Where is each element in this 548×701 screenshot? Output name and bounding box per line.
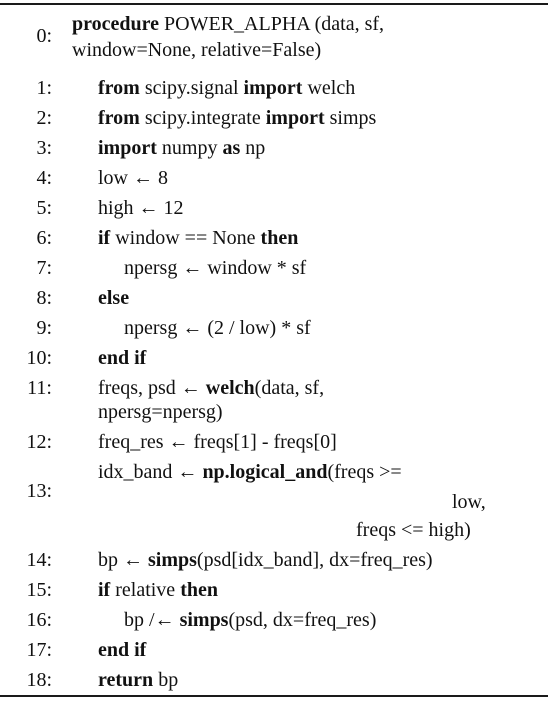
code-line [98, 196, 184, 220]
code-line [98, 136, 265, 160]
code-text: freqs <= high) [356, 519, 471, 541]
code-text: POWER_ALPHA (data, sf, [159, 13, 385, 35]
code-text: numpy [156, 137, 223, 159]
bottom-rule [0, 695, 548, 697]
keyword: import [98, 137, 157, 159]
code-text: (psd[idx_band], dx=freq_res) [196, 549, 433, 571]
keyword: if [98, 227, 111, 249]
keyword: np.logical_and [202, 461, 328, 483]
code-text: (data, sf, [254, 377, 325, 399]
code-line [98, 430, 337, 454]
code-text: scipy.integrate [139, 107, 266, 129]
code-text: npersg ← (2 / low) * sf [124, 317, 311, 339]
code-text: npersg=npersg) [98, 401, 223, 423]
line-number: 14: [26, 549, 52, 571]
line-number: 7: [36, 257, 52, 279]
keyword: from [98, 77, 140, 99]
line-number: 0: [36, 25, 52, 47]
line-number: 9: [36, 317, 52, 339]
keyword: import [265, 107, 325, 129]
code-text: relative [110, 579, 181, 601]
code-text: high ← 12 [98, 197, 184, 219]
keyword: return [98, 669, 154, 691]
code-text: freqs, psd ← [98, 377, 206, 399]
line-number: 16: [26, 609, 52, 631]
code-continuation [98, 400, 223, 424]
line-number: 18: [26, 669, 52, 691]
code-text: low, [452, 491, 486, 513]
code-text: window == None [110, 227, 261, 249]
code-line [98, 286, 129, 310]
code-text: (freqs >= [327, 461, 402, 483]
code-line [98, 460, 402, 484]
code-continuation [72, 38, 321, 62]
code-line [98, 376, 324, 400]
keyword: if [98, 579, 111, 601]
code-line [98, 548, 433, 572]
line-number: 8: [36, 287, 52, 309]
keyword: welch [205, 377, 255, 399]
code-text: bp ← [98, 549, 148, 571]
line-number: 4: [36, 167, 52, 189]
code-line [98, 346, 146, 370]
code-text: scipy.signal [139, 77, 244, 99]
code-line [98, 638, 146, 662]
line-number: 6: [36, 227, 52, 249]
line-number: 10: [26, 347, 52, 369]
code-text: simps [324, 107, 377, 129]
code-line [98, 226, 298, 250]
code-line [72, 12, 384, 36]
line-number: 1: [36, 77, 52, 99]
keyword: then [180, 579, 218, 601]
code-text: (psd, dx=freq_res) [228, 609, 377, 631]
code-line [124, 608, 376, 632]
line-number: 5: [36, 197, 52, 219]
keyword: procedure [72, 13, 160, 35]
code-text: np [240, 137, 266, 159]
code-line [98, 578, 218, 602]
code-text: freq_res ← freqs[1] - freqs[0] [98, 431, 337, 453]
code-continuation [452, 490, 486, 514]
keyword: else [98, 287, 130, 309]
keyword: simps [179, 609, 229, 631]
code-line [98, 106, 376, 130]
code-line [98, 76, 355, 100]
top-rule [0, 3, 548, 5]
keyword: from [98, 107, 140, 129]
keyword: import [243, 77, 303, 99]
code-line [124, 256, 306, 280]
keyword: end if [98, 347, 147, 369]
line-number: 3: [36, 137, 52, 159]
code-line [98, 668, 178, 692]
code-text: idx_band ← [98, 461, 203, 483]
code-line [98, 166, 168, 190]
line-number: 13: [26, 480, 52, 502]
code-continuation [356, 518, 471, 542]
line-number: 17: [26, 639, 52, 661]
code-text: low ← 8 [98, 167, 168, 189]
code-text: bp [153, 669, 179, 691]
code-text: bp /← [124, 609, 180, 631]
keyword: then [260, 227, 299, 249]
line-number: 12: [26, 431, 52, 453]
code-text: npersg ← window * sf [124, 257, 307, 279]
keyword: simps [148, 549, 197, 571]
code-text: welch [302, 77, 356, 99]
line-number: 15: [26, 579, 52, 601]
line-number: 2: [36, 107, 52, 129]
keyword: as [222, 137, 241, 159]
line-number: 11: [27, 377, 52, 399]
code-text: window=None, relative=False) [72, 39, 322, 61]
code-line [124, 316, 311, 340]
keyword: end if [98, 639, 147, 661]
